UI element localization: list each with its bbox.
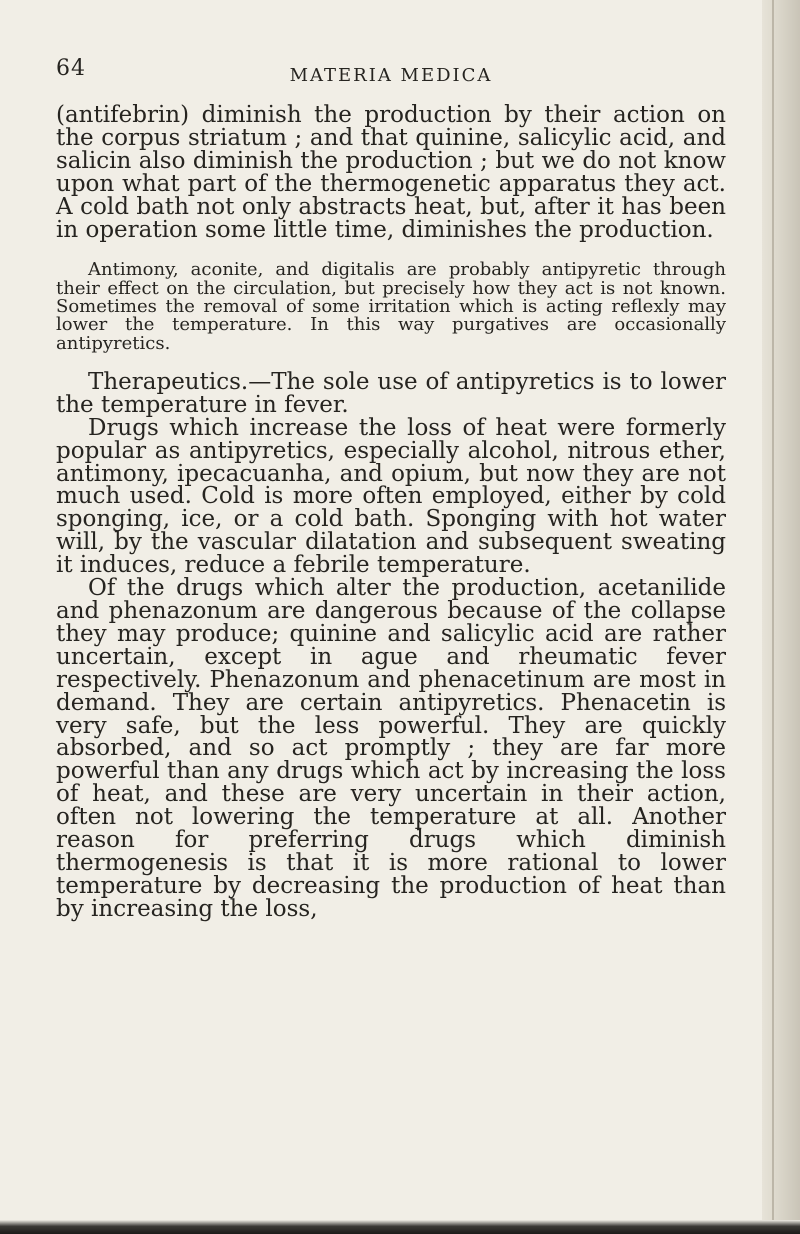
page-number: 64 — [56, 56, 86, 81]
paragraph-therapeutics — [56, 368, 726, 418]
paragraph-antimony-note: Antimony, aconite, and digitalis are probably antipyretic through their effect on the circulation, but precisely how they act is not known. Sometimes the removal of some irritation which is acting reflexly may lower the temperature. In this way purgatives are occasionally antipyretics. — [56, 259, 726, 354]
paragraph-production-drugs: Of the drugs which alter the production, acetanilide and phenazonum are dangerous because of the collapse they may produce; quinine and salicylic acid are rather uncertain, except in ague and rheumatic fever respectively. Phenazonum and phenacetinum are most in demand. They are certain antipyretics. Phenacetin is very safe, but the less powerful. They are quickly absorbed, and so act promptly ; they are far more powerful than any drugs which act by increasing the loss of heat, and these are very uncertain in their action, often not lowering the temperature at all. Another reason for preferring drugs which diminish thermogenesis is that it is more rational to lower temperature by decreasing the production of heat than by increasing the loss, — [56, 575, 726, 922]
running-head: MATERIA MEDICA — [289, 65, 493, 86]
section-heading-therapeutics: Therapeutics. — [88, 368, 249, 395]
paragraph-thermogenesis: (antifebrin) diminish the production by their action on the corpus striatum ; and that quinine, salicylic acid, and salicin also diminish the production ; but we do not know upon what part of the thermogenetic apparatus they act. A cold bath not only abstracts heat, but, after it has been in operation some little time, diminishes the production. — [56, 102, 726, 243]
page-edge-shadow — [762, 0, 800, 1234]
paragraph-heat-loss-drugs: Drugs which increase the loss of heat were formerly popular as antipyretics, especially alcohol, nitrous ether, antimony, ipecacuanha, and opium, but now they are not much used. Cold is more often employed, either by cold sponging, ice, or a cold bath. Sponging with hot water will, by the vascular dilatation and subsequent sweating it induces, reduce a febrile temperature. — [56, 414, 726, 579]
therapeutics-text: —The sole use of antipyretics is to lower the temperature in fever. — [56, 368, 726, 418]
page-bottom-shadow — [0, 1220, 800, 1234]
page-header — [56, 56, 726, 92]
binding-line — [772, 0, 774, 1234]
page-body — [56, 104, 726, 921]
